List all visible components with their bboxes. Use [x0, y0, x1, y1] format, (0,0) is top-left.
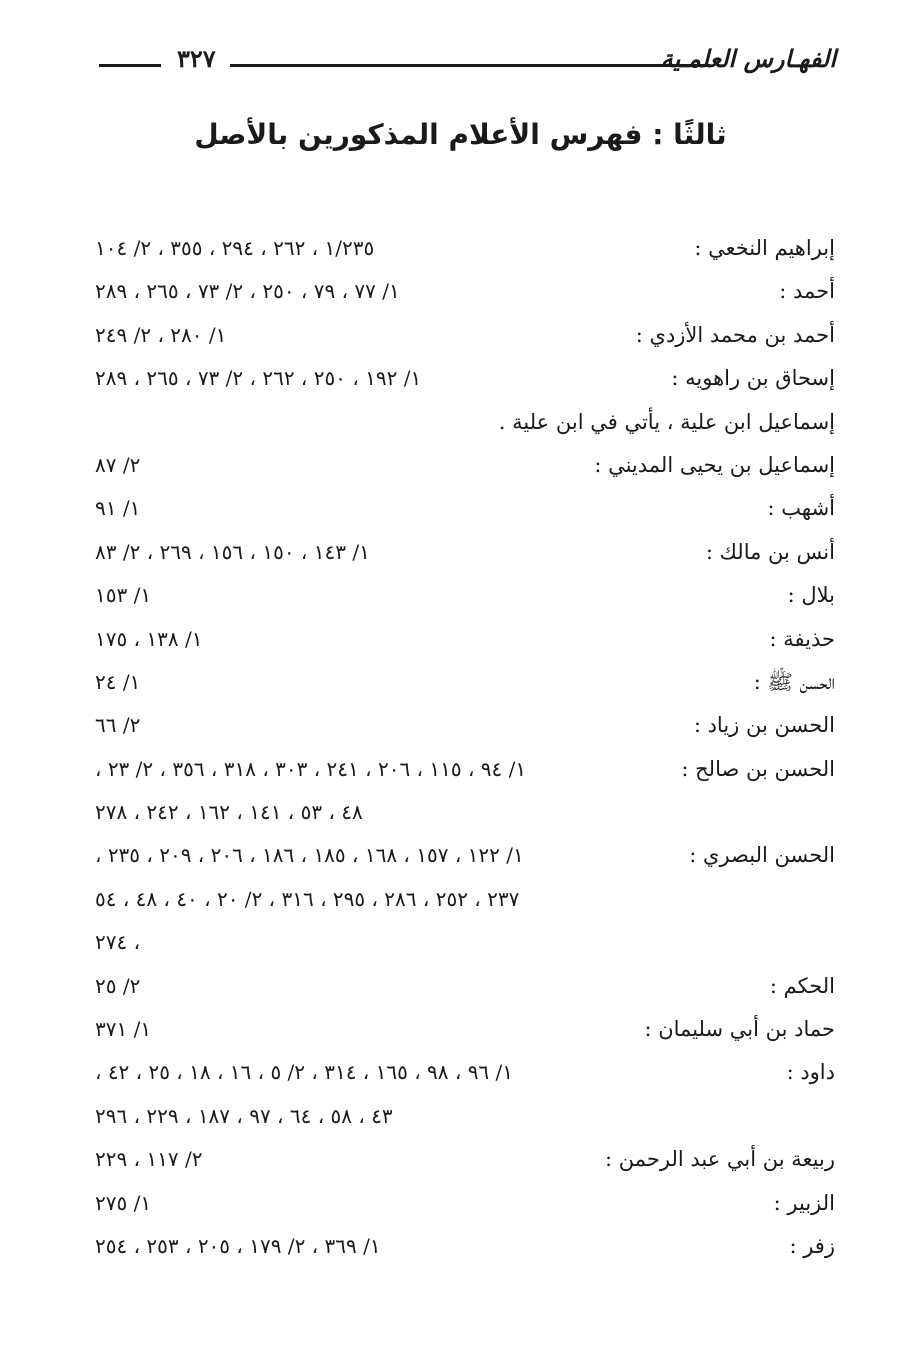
index-entry: [95, 445, 835, 488]
index-entry-continuation: [95, 1096, 835, 1139]
entry-name: إبراهيم النخعي :: [694, 236, 835, 260]
entry-refs: ٢/ ٦٦: [95, 713, 141, 738]
entry-name: حذيفة :: [769, 626, 835, 651]
index-entry: [95, 271, 835, 314]
index-entry: [95, 705, 835, 748]
entry-name: الحسن بن زياد :: [693, 713, 835, 738]
index-entry: [95, 488, 835, 531]
entry-refs: ٢/ ١١٧ ، ٢٢٩: [95, 1147, 203, 1172]
index-entry: [95, 402, 835, 445]
entry-name: زفر :: [789, 1233, 835, 1258]
entry-name: إسماعيل ابن علية ، يأتي في ابن علية .: [498, 409, 835, 434]
index-entry: [95, 662, 835, 705]
entry-refs: ٤٣ ، ٥٨ ، ٦٤ ، ٩٧ ، ١٨٧ ، ٢٢٩ ، ٢٩٦: [95, 1103, 393, 1128]
entry-name: داود :: [786, 1060, 835, 1085]
index-entry: [95, 1009, 835, 1052]
index-entry: [95, 228, 835, 271]
index-entries: [95, 228, 835, 1269]
entry-name: الحكم :: [769, 973, 835, 998]
index-entry-continuation: [95, 879, 835, 922]
index-entry: [95, 358, 835, 401]
index-entry: [95, 1052, 835, 1095]
entry-refs: ١/ ١٤٣ ، ١٥٠ ، ١٥٦ ، ٢٦٩ ، ٢/ ٨٣: [95, 539, 370, 564]
entry-refs: ١/ ٢٨٠ ، ٢/ ٢٤٩: [95, 322, 227, 347]
entry-refs: ١/ ٢٧٥: [95, 1190, 152, 1215]
entry-refs: ٢/ ٨٧: [95, 452, 141, 477]
entry-refs: ١/ ١٩٢ ، ٢٥٠ ، ٢٦٢ ، ٢/ ٧٣ ، ٢٦٥ ، ٢٨٩: [95, 366, 422, 391]
entry-name: أحمد بن محمد الأزدي :: [635, 322, 835, 347]
entry-name: أحمد :: [779, 279, 835, 304]
entry-refs: ١/ ١٥٣: [95, 583, 152, 608]
entry-name: الزبير :: [773, 1190, 835, 1215]
section-title: ثالثًا : فهرس الأعلام المذكورين بالأصل: [194, 118, 727, 151]
entry-refs: ١/ ٩٦ ، ٩٨ ، ١٦٥ ، ٣١٤ ، ٢/ ٥ ، ١٦ ، ١٨ ، ٢٥ ، ٤٢ ،: [95, 1060, 514, 1085]
index-entry: [95, 315, 835, 358]
entry-refs: ١/ ٣٧١: [95, 1017, 152, 1042]
entry-name: إسحاق بن راهويه :: [671, 366, 835, 391]
page-number: ٣٢٧: [177, 44, 216, 73]
index-entry: [95, 835, 835, 878]
entry-refs: ٤٨ ، ٥٣ ، ١٤١ ، ١٦٢ ، ٢٤٢ ، ٢٧٨: [95, 800, 363, 825]
entry-name: حماد بن أبي سليمان :: [644, 1017, 835, 1042]
entry-name: الحسن ﷺ :: [753, 669, 835, 694]
index-entry: [95, 1183, 835, 1226]
index-entry: [95, 1226, 835, 1269]
entry-name: أشهب :: [767, 496, 835, 521]
entry-name: إسماعيل بن يحيى المديني :: [594, 452, 835, 477]
entry-refs: ١/ ٢٤: [95, 669, 141, 694]
running-title: الفهـارس العلمـية: [660, 44, 836, 73]
index-entry: [95, 749, 835, 792]
entry-refs: ٢٣٧ ، ٢٥٢ ، ٢٨٦ ، ٢٩٥ ، ٣١٦ ، ٢/ ٢٠ ، ٤٠ ، ٤٨ ، ٥٤: [95, 886, 520, 911]
page-header: [95, 40, 836, 80]
entry-refs: ١/ ٩١: [95, 496, 141, 521]
entry-refs: ١/ ١٣٨ ، ١٧٥: [95, 626, 203, 651]
index-entry: [95, 532, 835, 575]
entry-refs: ١/ ١٢٢ ، ١٥٧ ، ١٦٨ ، ١٨٥ ، ١٨٦ ، ٢٠٦ ، ٢٠٩ ، ٢٣٥ ،: [95, 843, 524, 868]
entry-name: الحسن بن صالح :: [681, 756, 835, 781]
entry-name: ربيعة بن أبي عبد الرحمن :: [605, 1147, 835, 1172]
entry-refs: ٢/ ٢٥: [95, 973, 141, 998]
entry-refs: ، ٢٧٤: [95, 930, 141, 955]
index-entry-continuation: [95, 792, 835, 835]
entry-refs: ١/ ٩٤ ، ١١٥ ، ٢٠٦ ، ٢٤١ ، ٣٠٣ ، ٣١٨ ، ٣٥٦ ، ٢/ ٢٣ ،: [95, 756, 527, 781]
header-rule-left: [99, 64, 161, 67]
entry-refs: ١/٢٣٥ ، ٢٦٢ ، ٢٩٤ ، ٣٥٥ ، ٢/ ١٠٤: [95, 236, 375, 260]
entry-name: أنس بن مالك :: [705, 539, 835, 564]
index-entry: [95, 575, 835, 618]
index-entry-continuation: [95, 922, 835, 965]
index-entry: [95, 1139, 835, 1182]
header-rule-middle: [230, 64, 710, 67]
index-entry: [95, 619, 835, 662]
entry-name: بلال :: [787, 583, 835, 608]
entry-refs: ١/ ٣٦٩ ، ٢/ ١٧٩ ، ٢٠٥ ، ٢٥٣ ، ٢٥٤: [95, 1233, 381, 1258]
entry-name: الحسن البصري :: [689, 843, 835, 868]
entry-refs: ١/ ٧٧ ، ٧٩ ، ٢٥٠ ، ٢/ ٧٣ ، ٢٦٥ ، ٢٨٩: [95, 279, 400, 304]
index-entry: [95, 966, 835, 1009]
